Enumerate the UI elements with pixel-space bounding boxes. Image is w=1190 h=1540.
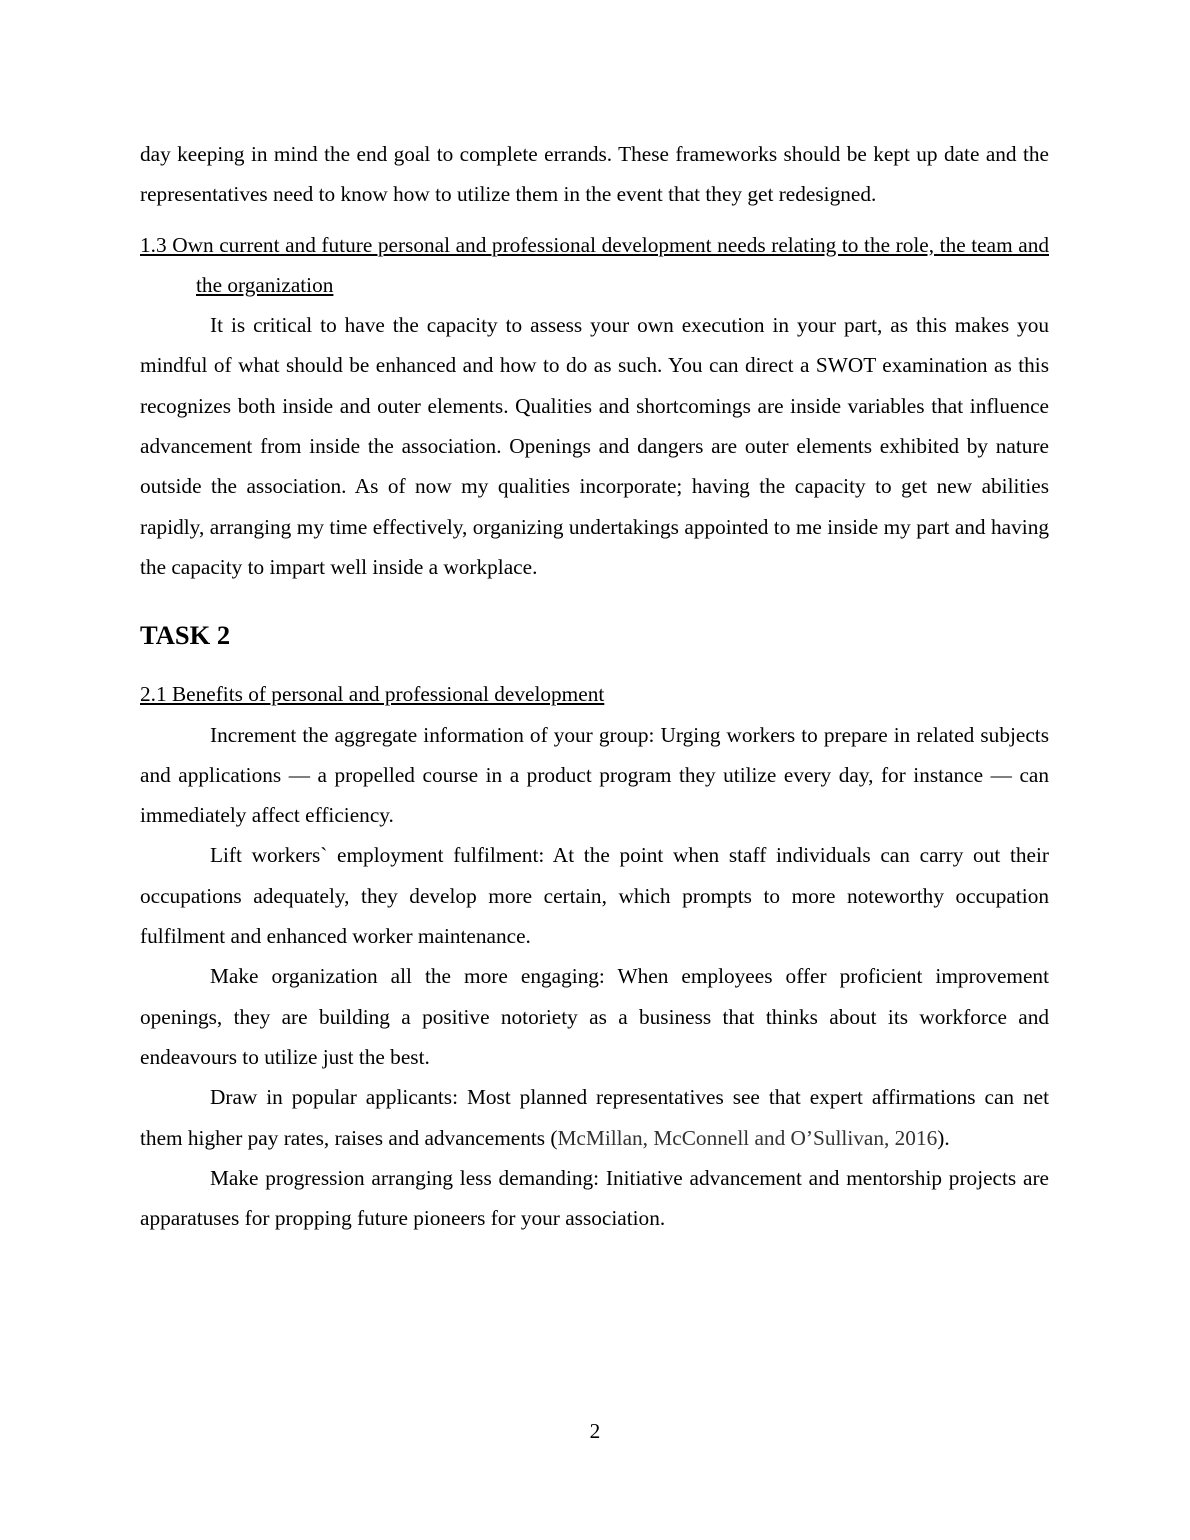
citation: McMillan, McConnell and O’Sullivan, 2016 <box>557 1125 938 1150</box>
document-page <box>140 134 1049 1238</box>
task-2-heading: TASK 2 <box>140 620 231 651</box>
continuation-paragraph: day keeping in mind the end goal to complete errands. These frameworks should be kept up date and the representatives need to know how to utilize them in the event that they get redesigned. <box>140 142 1049 207</box>
page-number: 2 <box>589 1419 601 1443</box>
benefit-paragraph-engaging: Make organization all the more engaging: When employees offer proficient improvement openings, they are building a positive notoriety as a business that thinks about its workforce and endeavours to utilize just the best. <box>140 964 1049 1069</box>
section-2-1-heading: 2.1 Benefits of personal and professional development <box>140 682 605 707</box>
benefit-paragraph-fulfilment: Lift workers` employment fulfilment: At the point when staff individuals can carry out their occupations adequately, they develop more certain, which prompts to more noteworthy occupation fulfilment and enhanced worker maintenance. <box>140 843 1049 949</box>
section-1-3-heading: 1.3 Own current and future personal and professional development needs relating to the role, the team and the organization <box>140 232 1049 297</box>
applicants-text: Draw in popular applicants: Most planned representatives see that expert affirmations can net them higher pay rates, raises and advancements ( <box>140 1085 1049 1150</box>
benefit-paragraph-applicants <box>140 1077 1049 1158</box>
benefit-paragraph-progression: Make progression arranging less demanding: Initiative advancement and mentorship projects are apparatuses for propping future pioneers for your association. <box>140 1165 1049 1231</box>
citation-close: ). <box>937 1125 950 1150</box>
section-1-3-paragraph: It is critical to have the capacity to assess your own execution in your part, as this makes you mindful of what should be enhanced and how to do as such. You can direct a SWOT examination as this recognizes both inside and outer elements. Qualities and shortcomings are inside variables that influence advancement from inside the association. Openings and dangers are outer elements exhibited by nature outside the association. As of now my qualities incorporate; having the capacity to get new abilities rapidly, arranging my time effectively, organizing undertakings appointed to me inside my part and having the capacity to impart well inside a workplace. <box>140 313 1049 579</box>
benefit-paragraph-knowledge: Increment the aggregate information of your group: Urging workers to prepare in related subjects and applications — a propelled course in a product program they utilize every day, for instance — can immediately affect efficiency. <box>140 722 1049 828</box>
